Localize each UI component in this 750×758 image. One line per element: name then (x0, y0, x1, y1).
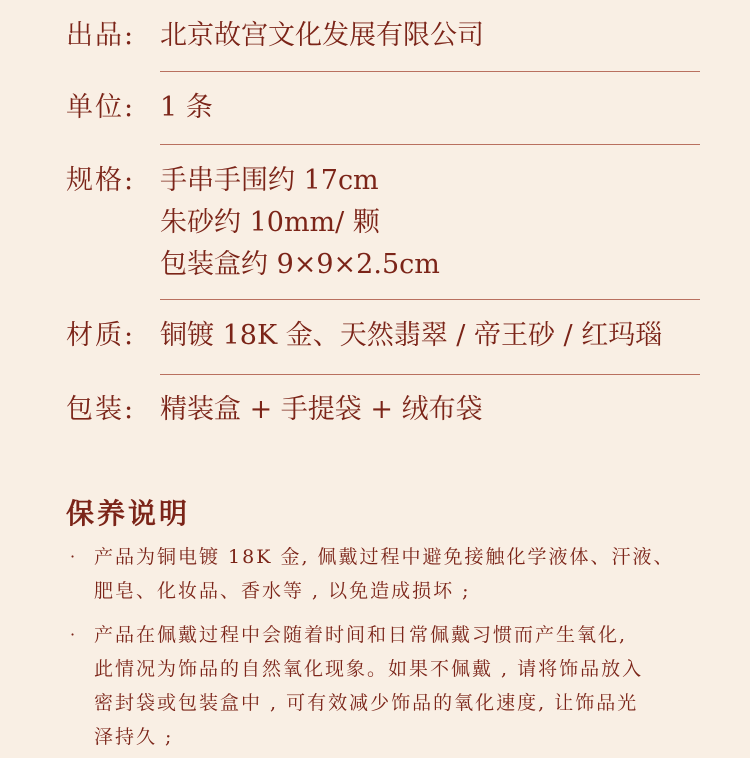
bullet-icon: · (70, 547, 76, 566)
divider (160, 374, 700, 375)
producer-label: 出品: (66, 20, 136, 51)
care-line: 产品为铜电镀 18K 金, 佩戴过程中避免接触化学液体、汗液、 (94, 546, 675, 568)
care-line: 产品在佩戴过程中会随着时间和日常佩戴习惯而产生氧化, (94, 624, 628, 646)
care-title: 保养说明 (66, 497, 191, 530)
divider (160, 299, 700, 300)
divider (160, 71, 700, 72)
care-line: 泽持久 ; (94, 726, 174, 748)
care-item-text (94, 618, 704, 754)
spec-value (160, 160, 440, 286)
care-line: 肥皂、化妆品、香水等 , 以免造成损坏 ; (94, 580, 471, 602)
packaging-value: 精装盒 + 手提袋 + 绒布袋 (160, 394, 483, 425)
material-value: 铜镀 18K 金、天然翡翠 / 帝王砂 / 红玛瑙 (160, 320, 663, 351)
packaging-label: 包装: (66, 394, 136, 425)
material-label: 材质: (66, 320, 136, 351)
care-line: 此情况为饰品的自然氧化现象。如果不佩戴 , 请将饰品放入 (94, 658, 644, 680)
unit-value: 1 条 (160, 92, 213, 123)
spec-line: 朱砂约 10mm/ 颗 (160, 207, 380, 238)
spec-line: 手串手围约 17cm (160, 165, 379, 196)
producer-value: 北京故宫文化发展有限公司 (160, 20, 484, 51)
divider (160, 144, 700, 145)
spec-label: 规格: (66, 165, 136, 196)
unit-label: 单位: (66, 92, 136, 123)
bullet-icon: · (70, 625, 76, 644)
spec-line: 包装盒约 9×9×2.5cm (160, 249, 440, 280)
care-item-text (94, 540, 704, 608)
care-line: 密封袋或包装盒中 , 可有效减少饰品的氧化速度, 让饰品光 (94, 692, 639, 714)
